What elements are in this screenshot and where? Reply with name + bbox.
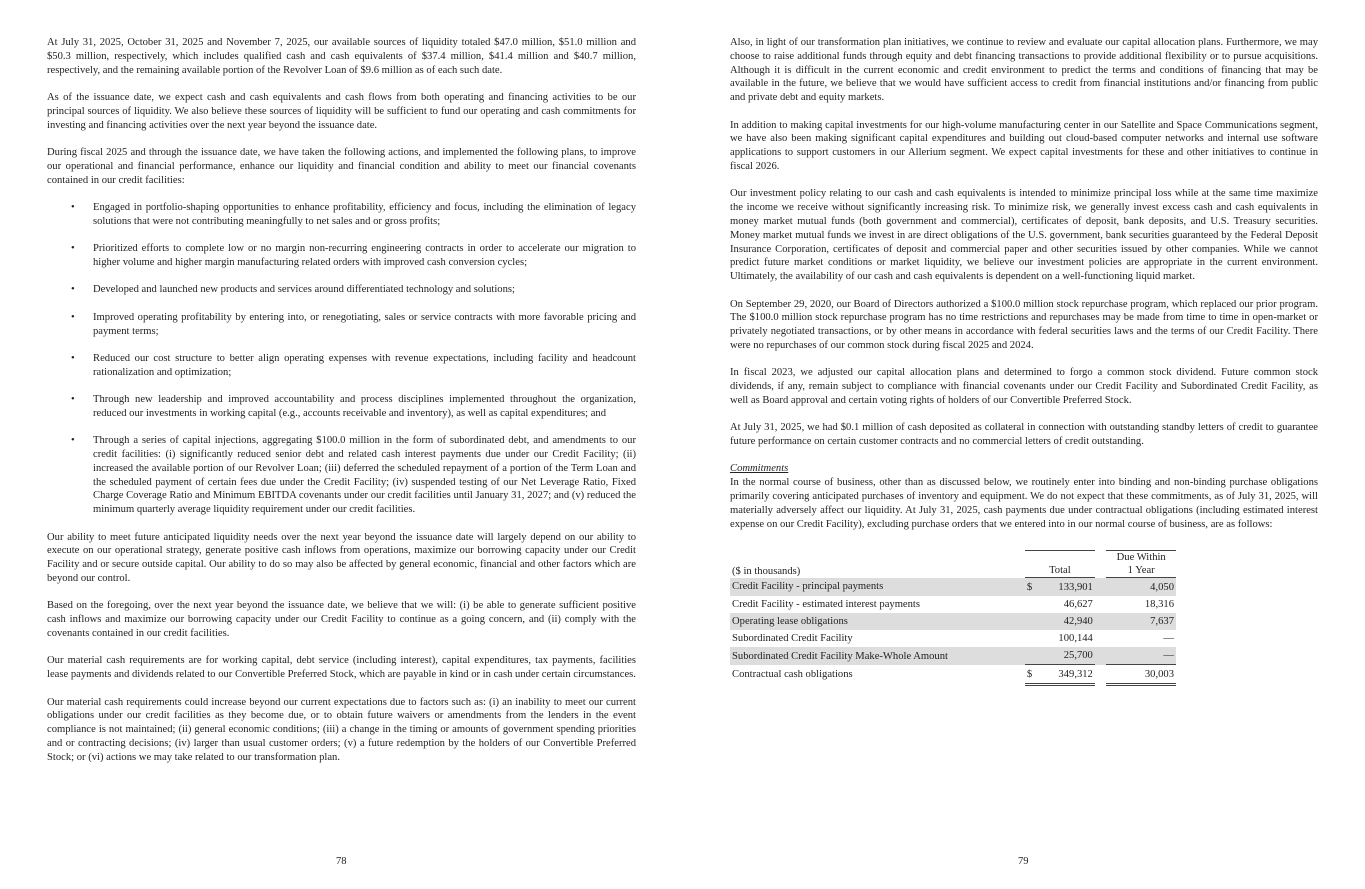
right-page [730, 36, 1318, 686]
row-due: — [1106, 647, 1176, 665]
list-item [47, 201, 636, 229]
row-total: 42,940 [1025, 613, 1095, 630]
table-row [730, 630, 1176, 647]
column-header-due-line2: 1 Year [1127, 565, 1155, 577]
commitments-section [730, 462, 1318, 531]
list-item-text: Prioritized efforts to complete low or no margin non-recurring engineering contracts in order to accelerate our migration to higher volume and higher margin manufacturing related orders with improved cash conversion cycles; [93, 243, 636, 268]
actions-bullet-list [47, 201, 636, 517]
row-total: $ 133,901 [1025, 578, 1095, 596]
table-header-row [730, 551, 1176, 578]
bullet-icon: • [71, 243, 75, 255]
row-due: 18,316 [1144, 598, 1174, 610]
table-row [730, 596, 1176, 613]
row-label: Subordinated Credit Facility [732, 633, 853, 645]
list-item-text: Engaged in portfolio-shaping opportunities to enhance profitability, efficiency and focus, including the elimination of legacy solutions that were not contributing meaningfully to net sales and or gross profits; [93, 201, 636, 227]
table-unit-label: ($ in thousands) [732, 565, 801, 577]
row-total: 46,627 [1063, 598, 1093, 610]
list-item-text: Reduced our cost structure to better align operating expenses with revenue expectations, including facility and headcount rationalization and optimization; [93, 352, 636, 378]
bullet-icon: • [71, 284, 75, 296]
currency-symbol: $ [1026, 668, 1033, 680]
left-page [47, 36, 636, 778]
paragraph-stock-repurchase: On September 29, 2020, our Board of Directors authorized a $100.0 million stock repurchase program, which replaced our prior program. The $100.0 million stock repurchase program has no time restrictions and repurchases may be made from time to time in open-market or privately negotiated transactions, or by other means in accordance with federal securities laws and the terms of our Credit Facility. There were no repurchases of our common stock during fiscal 2025 and 2024. [730, 298, 1318, 351]
column-header-due-line1: Due Within [1116, 552, 1166, 564]
table-row [730, 647, 1176, 665]
total-row-total: $ 349,312 [1025, 665, 1095, 684]
commitments-heading: Commitments [730, 463, 789, 475]
paragraph-investment-policy: Our investment policy relating to our cash and cash equivalents is intended to minimize principal loss while at the same time maximize the income we receive without significantly increasing risk. To minimize risk, we generally invest excess cash and cash equivalents in money market mutual funds (both government and commercial), certificates of deposit, bank deposits, and U.S. Treasury securities. Money market mutual funds we invest in are direct obligations of the U.S. government, bank securities guaranteed by the Federal Deposit Insurance Corporation, certificates of deposit and commercial paper and other securities issued by other companies. While we cannot predict future market conditions or market liquidity, we believe our investment policies are appropriate in the current environment. Ultimately, the availability of our cash and cash equivalents is dependent on a well-functioning liquid market. [730, 188, 1318, 283]
list-item [47, 393, 636, 421]
total-row-label: Contractual cash obligations [732, 669, 853, 680]
row-due: — [1163, 633, 1174, 645]
paragraph-capital-allocation: Also, in light of our transformation plan initiatives, we continue to review and evaluate our capital allocation plans. Furthermore, we may choose to raise additional funds through equity and debt financing transactions to provide additional flexibility or to pursue acquisitions. Although it is difficult in the current economic and credit environment to predict the terms and conditions of financing that may be available in the future, we believe that we would have sufficient access to credit from financial institutions and/or financing from public and private debt and equity markets. [730, 37, 1318, 104]
paragraph-going-concern: Based on the foregoing, over the next year beyond the issuance date, we believe that we will: (i) be able to generate sufficient positive cash inflows and maximize our borrowing capacity under our Credit Facility to continue as a going concern, and (ii) comply with the covenants contained in our credit facilities. [47, 600, 636, 640]
bullet-icon: • [71, 201, 75, 213]
paragraph-actions-intro: During fiscal 2025 and through the issuance date, we have taken the following actions, and implemented the following plans, to improve our operational and financial performance, enhance our liquidity and financial condition and ability to meet our financial covenants contained in our credit facilities: [47, 146, 636, 186]
column-header-total: Total [1025, 551, 1095, 578]
paragraph-collateral: At July 31, 2025, we had $0.1 million of cash deposited as collateral in connection with outstanding standby letters of credit to guarantee future performance on certain customer contracts and no commercial letters of credit outstanding. [730, 422, 1318, 448]
list-item-text: Through new leadership and improved accountability and process disciplines implemented throughout the organization, reduced our investments in working capital (e.g., accounts receivable and inventory), as well as capital expenditures; and [93, 394, 636, 419]
list-item-text: Developed and launched new products and services around differentiated technology and solutions; [93, 284, 515, 296]
table-row [730, 578, 1176, 596]
contractual-obligations-table [730, 550, 1176, 685]
column-header-due-within [1106, 551, 1176, 578]
list-item-text: Through a series of capital injections, aggregating $100.0 million in the form of subordinated debt, and amendments to our credit facilities: (i) significantly reduced senior debt and related cash interest payments due under our Credit Facility; (ii) increased the available portion of our Revolver Loan; (iii) deferred the scheduled repayment of a portion of the Term Loan and the scheduled payment of certain fees due under the Credit Facility; (iv) suspended testing of our Net Leverage Ratio, Fixed Charge Coverage Ratio and Minimum EBITDA covenants under our credit facilities until January 31, 2027; and (v) reduced the minimum quarterly average liquidity requirement under our credit facilities. [93, 435, 636, 516]
bullet-icon: • [71, 394, 75, 406]
row-label: Operating lease obligations [730, 613, 1015, 630]
row-due: 7,637 [1106, 613, 1176, 630]
list-item [47, 352, 636, 380]
row-label: Subordinated Credit Facility Make-Whole Amount [730, 647, 1015, 665]
row-total: 25,700 [1025, 647, 1095, 665]
row-due: 4,050 [1106, 578, 1176, 596]
total-row-due: 30,003 [1106, 665, 1176, 684]
bullet-icon: • [71, 352, 75, 364]
row-label: Credit Facility - estimated interest payments [732, 598, 920, 610]
paragraph-capital-investments: In addition to making capital investments for our high-volume manufacturing center in our Satellite and Space Communications segment, we have also been making significant capital expenditures and building out cloud-based computer networks and internal use software applications to support customers in our Allerium segment. We expect capital investments for these and other initiatives to continue in fiscal 2026. [730, 119, 1318, 172]
bullet-icon: • [71, 311, 75, 323]
currency-symbol: $ [1026, 581, 1033, 593]
paragraph-cash-requirements-increase: Our material cash requirements could increase beyond our current expectations due to factors such as: (i) an inability to meet our current obligations under our credit facilities as they become due, or to obtain future waivers or amendments from the lenders in the event compliance is not maintained; (ii) general economic conditions; (iii) a change in the timing or amounts of government spending priorities and or contracting decisions; (iv) larger than usual customer orders; (v) a future redemption by the holders of our Convertible Preferred Stock; or (vi) actions we may take related to our transformation plan. [47, 696, 636, 763]
list-item-text: Improved operating profitability by entering into, or renegotiating, sales or service contracts with more favorable pricing and payment terms; [93, 311, 636, 337]
row-label: Credit Facility - principal payments [730, 578, 1015, 596]
table-total-row [730, 665, 1176, 684]
paragraph-cash-requirements: Our material cash requirements are for working capital, debt service (including interest), capital expenditures, tax payments, facilities lease payments and dividends related to our Convertible Preferred Stock, which are payable in kind or in cash under certain circumstances. [47, 655, 636, 681]
list-item [47, 283, 636, 297]
list-item [47, 434, 636, 517]
row-total: 100,144 [1058, 633, 1093, 645]
commitments-text: In the normal course of business, other than as discussed below, we routinely enter into binding and non-binding purchase obligations primarily covering anticipated purchases of inventory and equipment. We do not expect that these commitments, as of July 31, 2025, will materially adversely affect our liquidity. At July 31, 2025, cash payments due under contractual obligations (including estimated interest expense on our Credit Facility), excluding purchase orders that we entered into in our normal course of business, are as follows: [730, 477, 1318, 530]
table-row [730, 613, 1176, 630]
paragraph-dividends: In fiscal 2023, we adjusted our capital allocation plans and determined to forgo a common stock dividend. Future common stock dividends, if any, remain subject to compliance with financial covenants under our Credit Facility and Subordinated Credit Facility, as well as Board approval and certain voting rights of holders of our Convertible Preferred Stock. [730, 367, 1318, 406]
page-number-left: 78 [336, 856, 347, 867]
list-item [47, 311, 636, 339]
list-item [47, 242, 636, 270]
paragraph-future-liquidity: Our ability to meet future anticipated liquidity needs over the next year beyond the issuance date will largely depend on our ability to execute on our operational strategy, generate positive cash inflows from operations, maximize our borrowing capacity under our Credit Facility and or secure outside capital. Our ability to do so may also be affected by general economic, financial and other factors which are beyond our control. [47, 531, 636, 585]
paragraph-liquidity-sources: At July 31, 2025, October 31, 2025 and November 7, 2025, our available sources of liquidity totaled $47.0 million, $51.0 million and $50.3 million, respectively, which includes qualified cash and cash equivalents of $37.4 million, $41.4 million and $40.7 million, respectively, and the remaining available portion of the Revolver Loan of $9.6 million as of each such date. [47, 37, 636, 76]
paragraph-issuance-expectations: As of the issuance date, we expect cash and cash equivalents and cash flows from both operating and financing activities to be our principal sources of liquidity. We also believe these sources of liquidity will be sufficient to fund our operating and cash commitments for investing and financing activities over the next year beyond the issuance date. [47, 91, 636, 131]
bullet-icon: • [71, 435, 75, 447]
page-number-right: 79 [1018, 856, 1029, 867]
